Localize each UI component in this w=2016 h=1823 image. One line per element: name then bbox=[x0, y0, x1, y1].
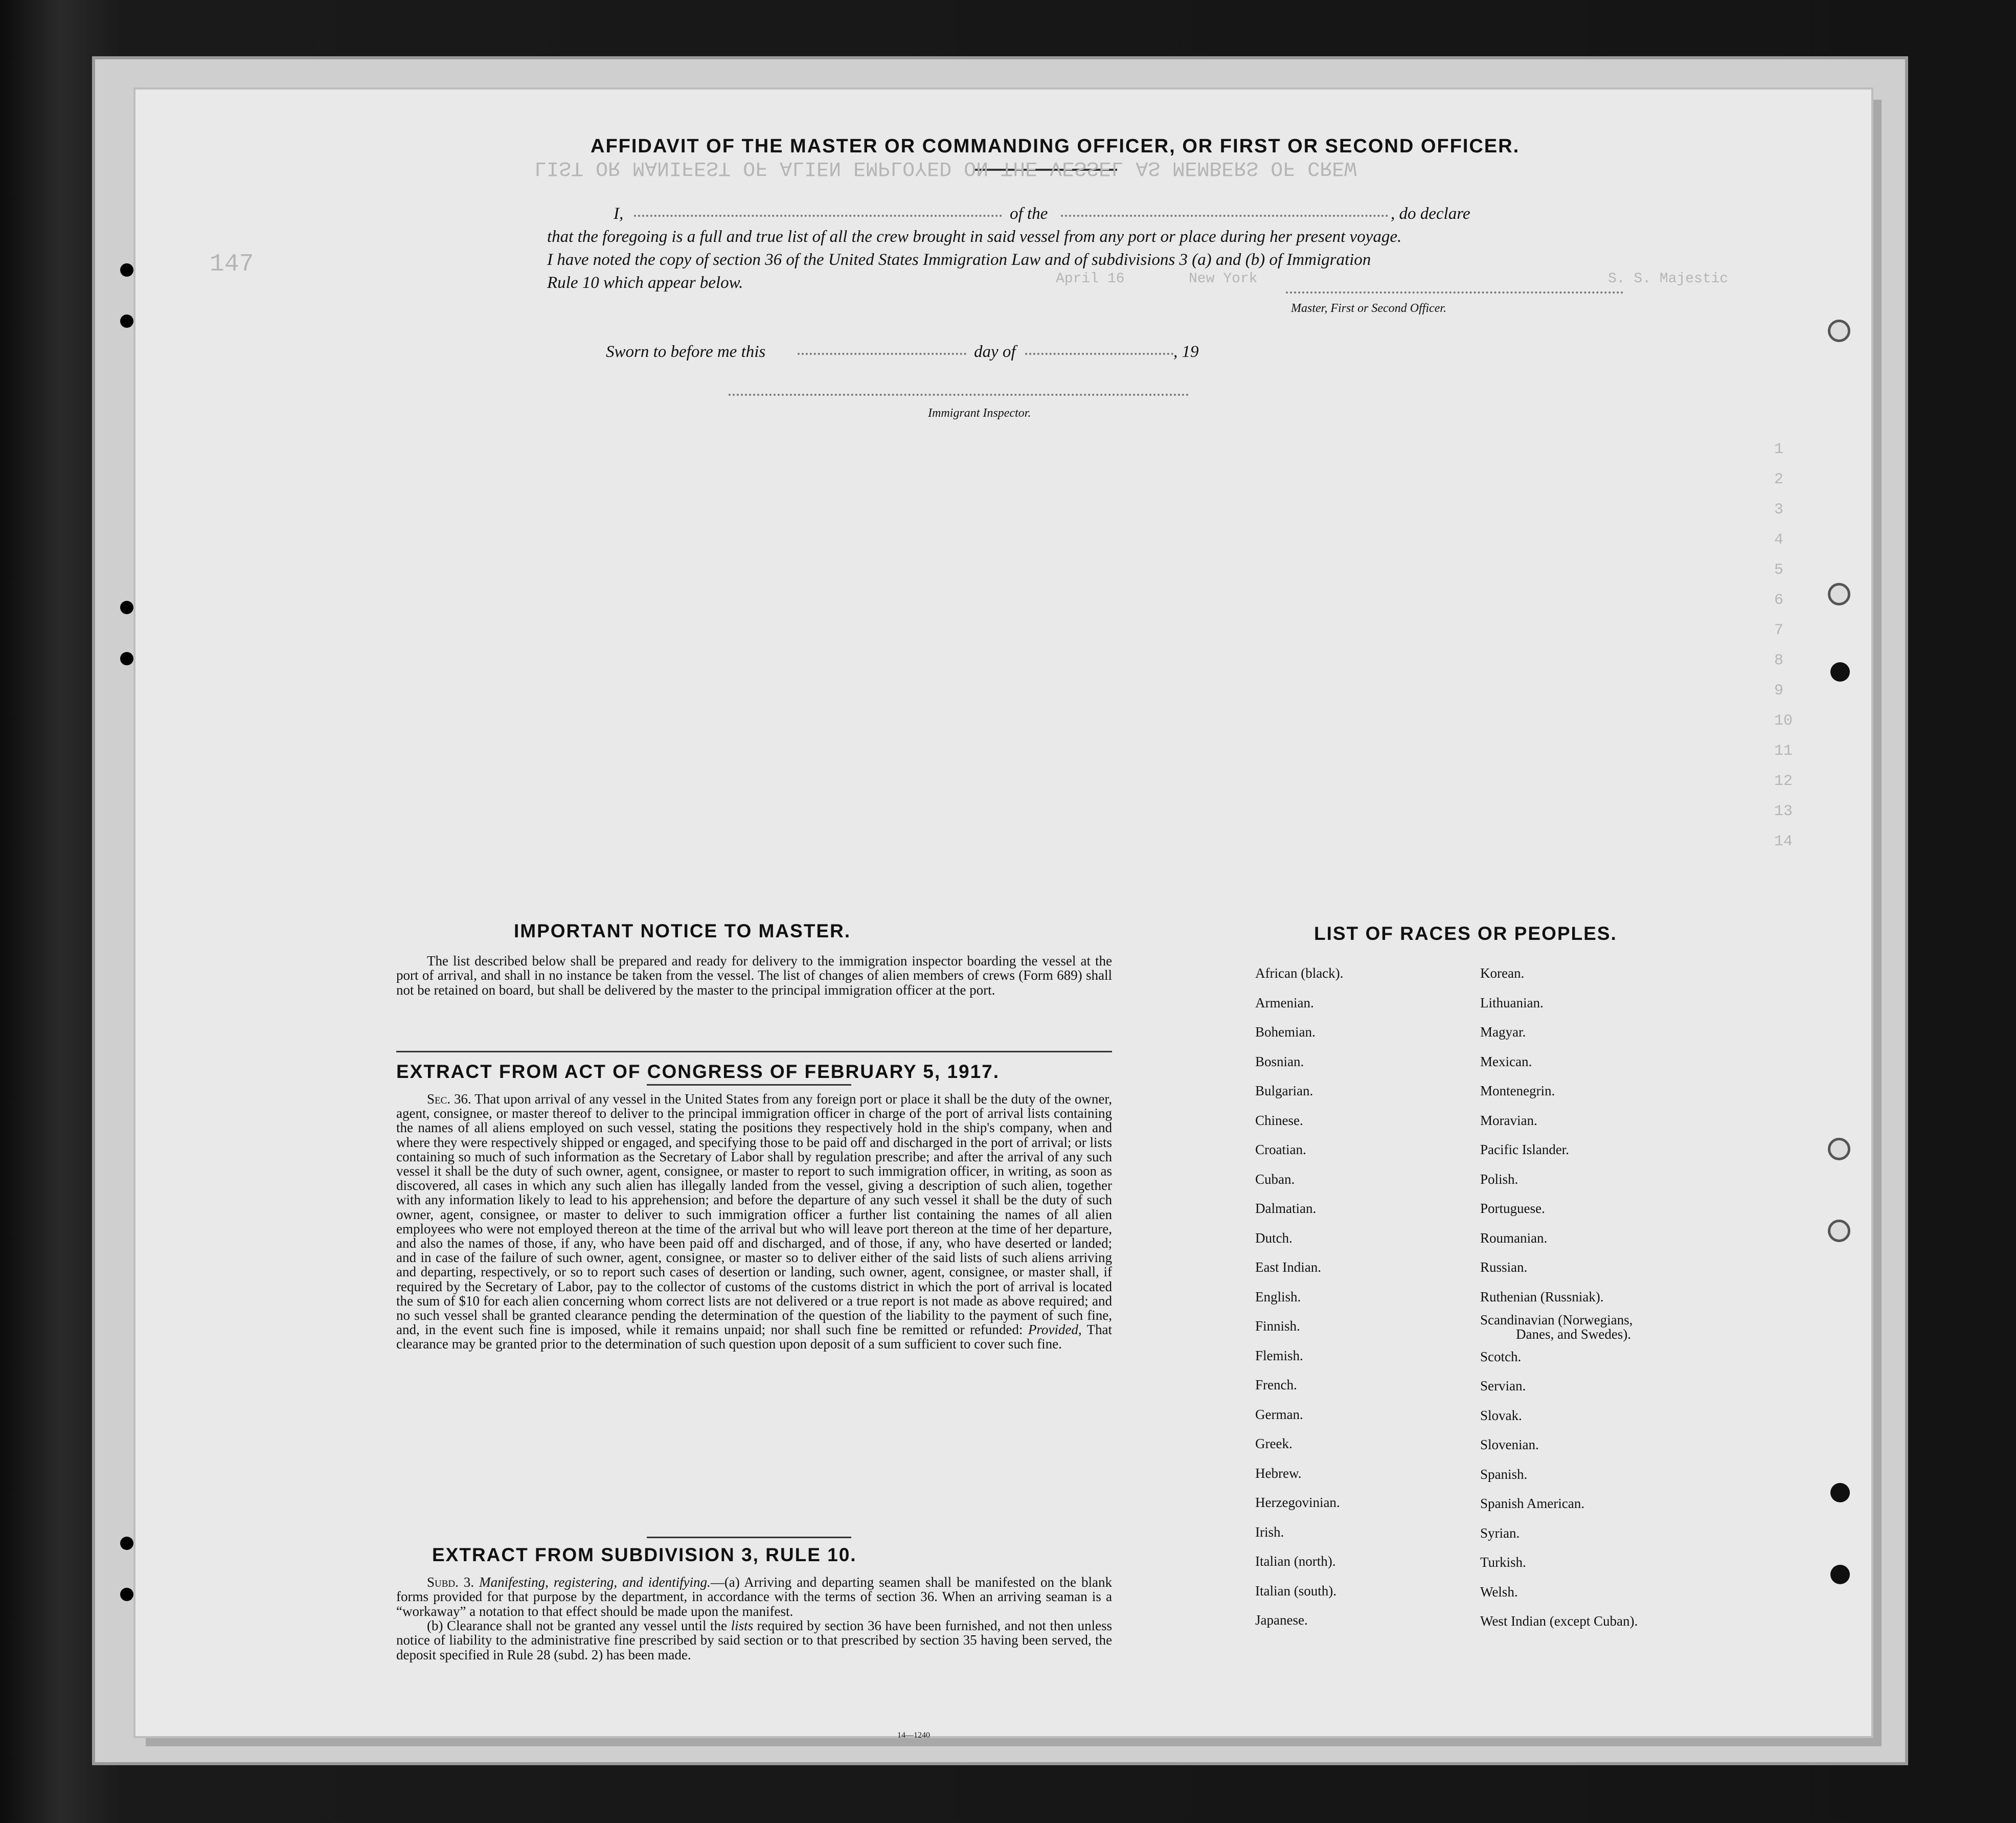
bleed-through-row-number: 4 bbox=[1774, 531, 1784, 549]
affidavit-line2: that the foregoing is a full and true list of all the crew brought in said vessel from any port or place during her present voyage. bbox=[547, 228, 1402, 246]
race-item: Slovak. bbox=[1480, 1407, 1522, 1423]
race-item: Spanish. bbox=[1480, 1466, 1528, 1482]
day-of-text: day of bbox=[974, 343, 1016, 361]
subdivision-3-text bbox=[396, 1575, 1112, 1662]
race-item: African (black). bbox=[1255, 965, 1344, 981]
act-divider bbox=[647, 1084, 851, 1086]
bleed-through-page-number: 147 bbox=[210, 251, 254, 278]
punch-hole bbox=[1830, 662, 1850, 682]
binder-hole bbox=[120, 601, 133, 614]
bleed-through-row-number: 2 bbox=[1774, 471, 1784, 488]
race-item: Bohemian. bbox=[1255, 1024, 1316, 1040]
provided-word: Provided, bbox=[1028, 1322, 1082, 1338]
bleed-through-row-number: 3 bbox=[1774, 501, 1784, 519]
race-item: French. bbox=[1255, 1377, 1297, 1392]
subd-para-b-prefix: (b) Clearance shall not be granted any vessel until the bbox=[427, 1618, 727, 1634]
bleed-through-row-number: 11 bbox=[1774, 742, 1793, 760]
race-item: Korean. bbox=[1480, 965, 1525, 981]
punch-hole bbox=[1828, 1138, 1850, 1160]
race-item: Finnish. bbox=[1255, 1318, 1300, 1334]
race-item: Chinese. bbox=[1255, 1112, 1303, 1128]
race-item: Japanese. bbox=[1255, 1612, 1308, 1628]
race-item: Italian (north). bbox=[1255, 1554, 1336, 1569]
bleed-through-row-number: 9 bbox=[1774, 682, 1784, 700]
sworn-day-field[interactable] bbox=[798, 353, 966, 355]
races-left-column bbox=[1255, 959, 1343, 1635]
race-item: Dalmatian. bbox=[1255, 1201, 1317, 1216]
section-36-text bbox=[396, 1092, 1112, 1352]
rule-extract-title: EXTRACT FROM SUBDIVISION 3, RULE 10. bbox=[432, 1544, 857, 1565]
binder-hole bbox=[120, 263, 133, 277]
punch-hole bbox=[1828, 1220, 1850, 1242]
bleed-through-row-number: 1 bbox=[1774, 441, 1784, 458]
race-item: Portuguese. bbox=[1480, 1201, 1545, 1216]
race-item: Welsh. bbox=[1480, 1584, 1518, 1600]
bleed-through-row-number: 8 bbox=[1774, 652, 1784, 669]
subd-para-b-rest: required by section 36 have been furnished, and not then unless notice of liability to the administrative fine prescribed by said section or to that prescribed by section 35 having been served, the deposit specified in Rule 28 (subd. 2) has been made. bbox=[396, 1618, 1112, 1662]
punch-hole bbox=[1828, 320, 1850, 342]
sworn-month-field[interactable] bbox=[1025, 353, 1173, 355]
race-item: Moravian. bbox=[1480, 1112, 1537, 1128]
form-number: 14—1240 bbox=[897, 1731, 930, 1740]
affidavit-line4: Rule 10 which appear below. bbox=[547, 274, 743, 292]
bleed-through-row-number: 14 bbox=[1774, 833, 1793, 850]
race-item: Syrian. bbox=[1480, 1525, 1520, 1541]
section-36-end: That clearance may be granted prior to the determination of such question upon deposit of a sum sufficient to cover such fine. bbox=[396, 1322, 1113, 1352]
binder-hole bbox=[120, 1537, 133, 1550]
affidavit-line3: I have noted the copy of section 36 of the United States Immigration Law and of subdivisions 3 (a) and (b) of Immigration bbox=[547, 251, 1371, 269]
race-item bbox=[1480, 1312, 1638, 1342]
subd-label: Subd. 3. bbox=[427, 1574, 474, 1590]
inspector-label: Immigrant Inspector. bbox=[928, 407, 1031, 420]
bleed-through-row-number: 10 bbox=[1774, 712, 1793, 730]
race-item: Russian. bbox=[1480, 1259, 1528, 1275]
affidavit-i: I, bbox=[614, 205, 624, 223]
race-item: Armenian. bbox=[1255, 995, 1314, 1010]
race-item: English. bbox=[1255, 1289, 1301, 1304]
race-item: Roumanian. bbox=[1480, 1230, 1548, 1246]
bleed-through-row-number: 13 bbox=[1774, 803, 1793, 820]
manifest-page bbox=[135, 89, 1871, 1740]
bleed-through-row-number: 6 bbox=[1774, 592, 1784, 609]
race-item: Cuban. bbox=[1255, 1171, 1295, 1187]
race-item: Scotch. bbox=[1480, 1348, 1522, 1364]
affidavit-of-the: of the bbox=[1010, 205, 1048, 223]
race-item: Magyar. bbox=[1480, 1024, 1526, 1040]
affidavit-declare: , do declare bbox=[1391, 205, 1470, 223]
rule-divider bbox=[647, 1537, 851, 1538]
subd-para-a: —(a) Arriving and departing seamen shall be manifested on the blank forms provided for that purpose by the department, in accordance with the terms of section 36. When an arriving seaman is a “workaway” a notation to that effect should be made upon the manifest. bbox=[396, 1574, 1112, 1619]
race-item: Irish. bbox=[1255, 1524, 1284, 1540]
bleed-through-vessel: S. S. Majestic bbox=[1608, 271, 1729, 287]
notice-paragraph: The list described below shall be prepared and ready for delivery to the immigration inspector boarding the vessel at the port of arrival, and shall in no instance be taken from the vessel. The list of changes of alien members of crews (Form 689) shall not be retained on board, but shall be delivered by the master to the principal immigration officer at the port. bbox=[396, 953, 1112, 998]
race-item: Polish. bbox=[1480, 1171, 1519, 1187]
year-prefix: , 19 bbox=[1173, 343, 1199, 361]
binder-hole bbox=[120, 1588, 133, 1601]
binder-hole bbox=[120, 652, 133, 665]
race-item: Ruthenian (Russniak). bbox=[1480, 1289, 1604, 1304]
act-extract-title: EXTRACT FROM ACT OF CONGRESS OF FEBRUARY 5, 1917. bbox=[396, 1061, 1000, 1082]
race-item: Greek. bbox=[1255, 1436, 1293, 1451]
race-item: Croatian. bbox=[1255, 1142, 1306, 1157]
race-item: Italian (south). bbox=[1255, 1583, 1337, 1599]
race-item: Turkish. bbox=[1480, 1555, 1526, 1570]
notice-body bbox=[396, 954, 1112, 997]
affidavit-title: AFFIDAVIT OF THE MASTER OR COMMANDING OFFICER, OR FIRST OR SECOND OFFICER. bbox=[591, 136, 1520, 157]
subd-para-b-lists: lists bbox=[731, 1618, 754, 1634]
race-item: Mexican. bbox=[1480, 1053, 1532, 1069]
bleed-through-header: LIST OR MANIFEST OF ALIEN EMPLOYED ON THE VESSEL AS MEMBERS OF CREW bbox=[534, 156, 1357, 179]
race-item: Hebrew. bbox=[1255, 1465, 1302, 1481]
race-item: Flemish. bbox=[1255, 1347, 1303, 1363]
section-label: Sec. 36. bbox=[427, 1091, 471, 1107]
race-item: Montenegrin. bbox=[1480, 1083, 1555, 1098]
races-title: LIST OF RACES OR PEOPLES. bbox=[1314, 923, 1617, 944]
race-item: Pacific Islander. bbox=[1480, 1142, 1569, 1157]
race-item: Slovenian. bbox=[1480, 1437, 1539, 1452]
race-item: Lithuanian. bbox=[1480, 995, 1544, 1010]
bleed-through-row-number: 5 bbox=[1774, 561, 1784, 579]
race-item: Spanish American. bbox=[1480, 1496, 1584, 1511]
race-item: East Indian. bbox=[1255, 1259, 1321, 1275]
race-item-line: Scandinavian (Norwegians, bbox=[1480, 1312, 1633, 1327]
signer-label: Master, First or Second Officer. bbox=[1291, 302, 1446, 315]
race-item: West Indian (except Cuban). bbox=[1480, 1613, 1638, 1629]
race-item: Herzegovinian. bbox=[1255, 1495, 1340, 1510]
bleed-through-port: New York bbox=[1189, 271, 1258, 287]
bleed-through-date: April 16 bbox=[1056, 271, 1125, 287]
race-item: Bulgarian. bbox=[1255, 1083, 1313, 1098]
binder-hole bbox=[120, 314, 133, 328]
race-item: Bosnian. bbox=[1255, 1053, 1304, 1069]
notice-divider bbox=[396, 1051, 1112, 1052]
bleed-through-row-numbers bbox=[1774, 435, 1793, 857]
vessel-name-field[interactable] bbox=[1061, 215, 1388, 217]
races-right-column bbox=[1480, 959, 1638, 1636]
subd-heading: Manifesting, registering, and identifying. bbox=[479, 1574, 711, 1590]
punch-hole bbox=[1830, 1483, 1850, 1502]
race-item: German. bbox=[1255, 1406, 1303, 1422]
notice-title: IMPORTANT NOTICE TO MASTER. bbox=[514, 920, 851, 941]
punch-hole bbox=[1828, 583, 1850, 605]
inspector-signature-field[interactable] bbox=[729, 394, 1189, 396]
race-item-line: Danes, and Swedes). bbox=[1516, 1326, 1631, 1342]
race-item: Dutch. bbox=[1255, 1230, 1293, 1246]
sworn-text: Sworn to before me this bbox=[606, 343, 766, 361]
bleed-through-row-number: 12 bbox=[1774, 773, 1793, 790]
section-36-body: That upon arrival of any vessel in the United States from any foreign port or place it shall be the duty of the owner, agent, consignee, or master thereof to deliver to the principal immigration officer in charge of the port of arrival lists containing the names of all aliens employed on such vessel, stating the positions they respectively hold in the ship's company, when and where they were respectively shipped or engaged, and specifying those to be paid off and discharged in the port of arrival; or lists containing so much of such information as the Secretary of Labor shall by regulation prescribe; and after the arrival of any such vessel it shall be the duty of such owner, agent, consignee, or master to report to such immigration officer, in writing, as soon as discovered, all cases in which any such alien has illegally landed from the vessel, giving a description of such alien, together with any information likely to lead to his apprehension; and before the departure of any such vessel it shall be the duty of such owner, agent, consignee, or master to deliver to such immigration officer a further list containing the names of all alien employees who were not employed thereon at the time of the arrival but who will leave port thereon at the time of her departure, and also the names of those, if any, who have been paid off and discharged, and of those, if any, who have deserted or landed; and in case of the failure of such owner, agent, consignee, or master so to deliver either of the said lists of such aliens arriving and departing, respectively, or so to report such cases of desertion or landing, such owner, agent, consignee, or master shall, if required by the Secretary of Labor, pay to the collector of customs of the customs district in which the port of arrival is located the sum of $10 for each alien concerning whom correct lists are not delivered or a true report is not made as above required; and no such vessel shall be granted clearance pending the determination of the question of the liability to the payment of such fine, and, in the event such fine is imposed, while it remains unpaid; nor shall such fine be remitted or refunded: bbox=[396, 1091, 1112, 1338]
bleed-through-row-number: 7 bbox=[1774, 622, 1784, 639]
officer-signature-field[interactable] bbox=[1286, 291, 1623, 294]
race-item: Servian. bbox=[1480, 1378, 1526, 1393]
officer-name-field[interactable] bbox=[634, 215, 1002, 217]
punch-hole bbox=[1830, 1565, 1850, 1584]
